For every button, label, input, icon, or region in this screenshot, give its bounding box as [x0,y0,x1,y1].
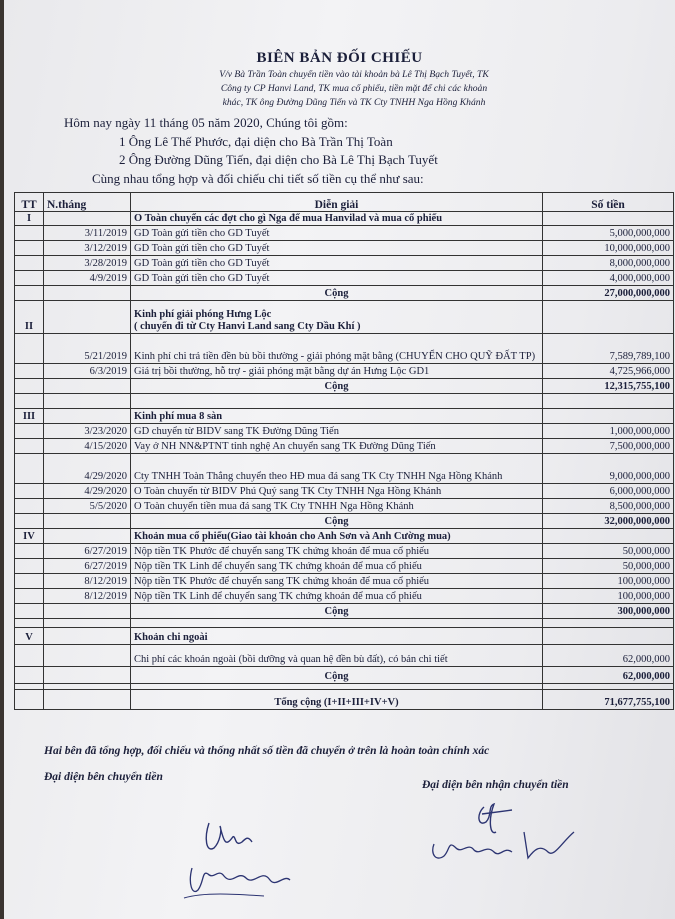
document-subtitle [154,68,554,110]
row-date: 8/12/2019 [44,574,131,589]
row-tt: V [15,628,44,645]
table-row [15,379,674,394]
table-row [15,514,674,529]
table-row [15,334,674,364]
document-page [4,0,675,919]
row-date [44,409,131,424]
row-tt: IV [15,529,44,544]
table-body [15,212,674,710]
row-date [44,379,131,394]
intro-party-2: 2 Ông Đường Dũng Tiến, đại diện cho Bà Lê Thị Bạch Tuyết [119,152,438,167]
row-date [44,286,131,301]
row-amount: 12,315,755,100 [543,379,674,394]
row-tt [15,690,44,710]
row-amount: 100,000,000 [543,574,674,589]
table-row [15,364,674,379]
row-tt: II [15,301,44,334]
row-tt: III [15,409,44,424]
table-row [15,484,674,499]
row-amount [543,619,674,628]
intro-party-1: 1 Ông Lê Thế Phước, đại diện cho Bà Trần Thị Toàn [119,134,393,149]
row-description [131,619,543,628]
signature-left [174,808,324,908]
row-date [44,514,131,529]
table-row [15,454,674,484]
table-row [15,559,674,574]
table-row [15,394,674,409]
row-tt [15,439,44,454]
row-date: 5/5/2020 [44,499,131,514]
row-amount: 27,000,000,000 [543,286,674,301]
row-description: Cộng [131,514,543,529]
row-amount: 50,000,000 [543,559,674,574]
row-description: GD Toàn gửi tiền cho GD Tuyết [131,226,543,241]
row-description: GD Toàn gửi tiền cho GD Tuyết [131,241,543,256]
row-amount: 7,500,000,000 [543,439,674,454]
row-amount [543,409,674,424]
row-amount: 5,000,000,000 [543,226,674,241]
row-description [131,394,543,409]
row-amount: 4,725,966,000 [543,364,674,379]
closing-statement: Hai bên đã tổng hợp, đối chiếu và thống nhất số tiền đã chuyển ở trên là hoàn toàn chính xác [44,745,490,757]
row-amount [543,301,674,334]
table-row [15,256,674,271]
row-amount: 8,000,000,000 [543,256,674,271]
table-row [15,226,674,241]
row-tt [15,226,44,241]
table-row [15,286,674,301]
header-amount: Số tiền [543,193,674,212]
subtitle-line: V/v Bà Trần Toàn chuyển tiền vào tài khoản bà Lê Thị Bạch Tuyết, TK [219,69,489,80]
row-description: Nộp tiền TK Phước để chuyển sang TK chứng khoán để mua cổ phiếu [131,574,543,589]
row-amount: 7,589,789,100 [543,334,674,364]
row-date [44,394,131,409]
row-description: Vay ở NH NN&PTNT tỉnh nghệ An chuyển sang TK Đường Dũng Tiến [131,439,543,454]
row-description: Tổng cộng (I+II+III+IV+V) [131,690,543,710]
sign-left-label: Đại diện bên chuyển tiền [44,771,163,783]
row-date [44,628,131,645]
row-date: 3/11/2019 [44,226,131,241]
row-description: Cộng [131,286,543,301]
signature-right [424,792,584,872]
row-amount: 4,000,000,000 [543,271,674,286]
row-description: GD chuyển từ BIDV sang TK Đường Dũng Tiến [131,424,543,439]
table-row [15,628,674,645]
sign-right-label: Đại diện bên nhận chuyển tiền [422,779,569,791]
row-amount: 100,000,000 [543,589,674,604]
header-tt: TT [15,193,44,212]
row-tt: I [15,212,44,226]
row-tt [15,271,44,286]
row-amount: 8,500,000,000 [543,499,674,514]
row-date [44,604,131,619]
row-tt [15,619,44,628]
row-tt [15,364,44,379]
row-date [44,690,131,710]
table-row [15,589,674,604]
row-date: 4/9/2019 [44,271,131,286]
row-date: 3/28/2019 [44,256,131,271]
row-description: Cty TNHH Toàn Thắng chuyển theo HĐ mua đá sang TK Cty TNHH Nga Hồng Khánh [131,454,543,484]
row-description: Nộp tiền TK Linh để chuyển sang TK chứng khoán để mua cổ phiếu [131,589,543,604]
row-description: GD Toàn gửi tiền cho GD Tuyết [131,271,543,286]
row-description: Chi phí các khoản ngoài (bồi dưỡng và quan hệ đền bù đất), có bản chi tiết [131,645,543,667]
row-date [44,645,131,667]
row-date: 3/12/2019 [44,241,131,256]
row-amount [543,529,674,544]
row-tt [15,334,44,364]
row-tt [15,424,44,439]
table-row [15,271,674,286]
row-date [44,667,131,684]
row-tt [15,544,44,559]
row-tt [15,379,44,394]
row-tt [15,645,44,667]
table-row [15,619,674,628]
reconciliation-table [14,192,674,710]
row-date [44,619,131,628]
row-description: O Toàn chuyển tiền mua đá sang TK Cty TNHH Nga Hồng Khánh [131,499,543,514]
table-row [15,301,674,334]
row-date: 6/27/2019 [44,544,131,559]
row-date: 5/21/2019 [44,334,131,364]
row-date: 6/27/2019 [44,559,131,574]
table-row [15,499,674,514]
table-row [15,574,674,589]
row-tt [15,499,44,514]
row-amount [543,212,674,226]
row-date: 6/3/2019 [44,364,131,379]
subtitle-line: khác, TK ông Đường Dũng Tiến và TK Cty TNHH Nga Hồng Khánh [222,97,486,108]
row-tt [15,286,44,301]
table-row [15,544,674,559]
table-row [15,690,674,710]
row-tt [15,604,44,619]
row-amount: 9,000,000,000 [543,454,674,484]
row-date: 4/29/2020 [44,484,131,499]
row-amount: 10,000,000,000 [543,241,674,256]
row-amount: 1,000,000,000 [543,424,674,439]
row-description: Nộp tiền TK Phước để chuyển sang TK chứng khoán để mua cổ phiếu [131,544,543,559]
row-tt [15,667,44,684]
row-description: Nộp tiền TK Linh để chuyển sang TK chứng khoán để mua cổ phiếu [131,559,543,574]
row-amount: 62,000,000 [543,667,674,684]
row-tt [15,394,44,409]
row-description: Khoản mua cổ phiếu(Giao tài khoản cho Anh Sơn và Anh Cường mua) [131,529,543,544]
table-header-row [15,193,674,212]
row-amount: 300,000,000 [543,604,674,619]
row-tt [15,241,44,256]
row-date: 3/23/2020 [44,424,131,439]
row-description: Cộng [131,379,543,394]
row-tt [15,559,44,574]
intro-purpose: Cùng nhau tổng hợp và đối chiếu chi tiết số tiền cụ thể như sau: [92,171,424,186]
table-row [15,645,674,667]
row-date [44,301,131,334]
table-row [15,529,674,544]
row-description: Giá trị bồi thường, hỗ trợ - giải phóng mặt bằng dự án Hưng Lộc GD1 [131,364,543,379]
row-amount: 6,000,000,000 [543,484,674,499]
row-description: Cộng [131,604,543,619]
row-description: Kinh phí giải phóng Hưng Lộc ( chuyển đi từ Cty Hanvi Land sang Cty Dầu Khí ) [131,301,543,334]
row-amount: 50,000,000 [543,544,674,559]
table-row [15,604,674,619]
row-tt [15,484,44,499]
row-description: Kinh phí chi trả tiền đền bù bồi thường - giải phóng mặt bằng (CHUYỂN CHO QUỸ ĐẤT TP) [131,334,543,364]
row-date: 8/12/2019 [44,589,131,604]
table-row [15,667,674,684]
row-date: 4/29/2020 [44,454,131,484]
intro-date-line: Hôm nay ngày 11 tháng 05 năm 2020, Chúng tôi gồm: [64,115,348,130]
row-description: GD Toàn gửi tiền cho GD Tuyết [131,256,543,271]
row-tt [15,589,44,604]
table-row [15,439,674,454]
document-title: BIÊN BẢN ĐỐI CHIẾU [256,50,423,66]
table-row [15,241,674,256]
row-description: O Toàn chuyển các đợt cho gì Nga để mua Hanvilad và mua cổ phiếu [131,212,543,226]
table-row [15,424,674,439]
row-date [44,529,131,544]
row-amount: 32,000,000,000 [543,514,674,529]
row-amount: 62,000,000 [543,645,674,667]
row-tt [15,574,44,589]
table-row [15,409,674,424]
row-description: Khoản chi ngoài [131,628,543,645]
row-amount [543,394,674,409]
row-tt [15,256,44,271]
row-date [44,212,131,226]
row-amount: 71,677,755,100 [543,690,674,710]
row-date: 4/15/2020 [44,439,131,454]
row-tt [15,454,44,484]
row-description: Kinh phí mua 8 sàn [131,409,543,424]
table-row [15,212,674,226]
row-description: Cộng [131,667,543,684]
row-tt [15,514,44,529]
subtitle-line: Công ty CP Hanvi Land, TK mua cổ phiếu, tiền mặt để chi các khoản [220,83,488,94]
row-description: O Toàn chuyển từ BIDV Phú Quý sang TK Cty TNHH Nga Hồng Khánh [131,484,543,499]
row-amount [543,628,674,645]
header-date: N.tháng [44,193,131,212]
header-description: Diễn giải [131,193,543,212]
